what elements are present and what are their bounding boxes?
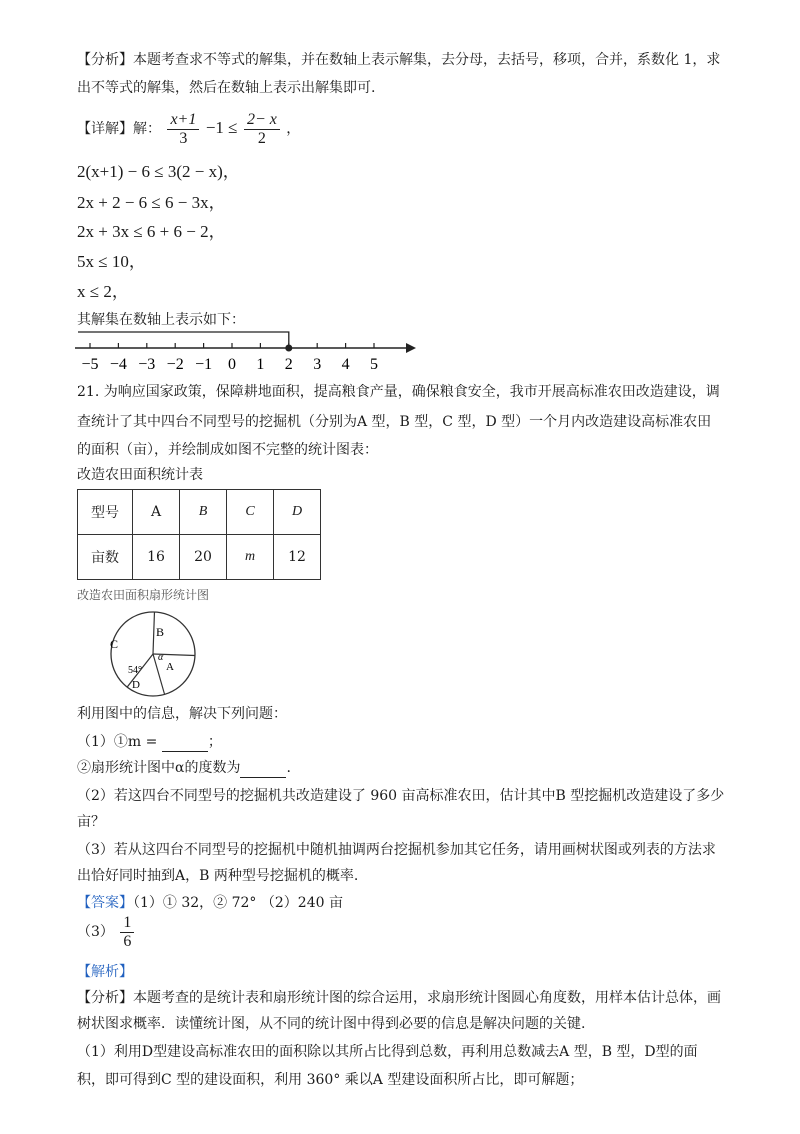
numberline-caption: 其解集在数轴上表示如下： bbox=[77, 312, 245, 328]
question-1a bbox=[77, 732, 222, 752]
number-line-tick-label: 3 bbox=[313, 356, 322, 373]
table-cell: 16 bbox=[133, 535, 180, 580]
number-line-tick-label: 4 bbox=[341, 356, 350, 373]
area-table bbox=[77, 489, 321, 580]
questions-intro: 利用图中的信息，解决下列问题： bbox=[77, 706, 287, 722]
fraction-left-denominator: 3 bbox=[179, 129, 188, 147]
answer-fraction-numerator: 1 bbox=[120, 914, 134, 933]
question-1b-tail: . bbox=[286, 760, 291, 776]
number-line-tick-label: 5 bbox=[370, 356, 378, 373]
pie-angle-alpha: α bbox=[158, 652, 164, 663]
pie-label-b: B bbox=[156, 625, 165, 639]
table-row bbox=[78, 535, 321, 580]
answer-fraction bbox=[120, 914, 134, 951]
table-header-cell: 型号 bbox=[78, 490, 133, 535]
fraction-right-denominator: 2 bbox=[257, 129, 266, 147]
number-line-tick-label: −1 bbox=[195, 356, 213, 373]
table-cell: 12 bbox=[274, 535, 321, 580]
equation-tail: ， bbox=[286, 121, 301, 137]
analysis-line-2: 出不等式的解集，然后在数轴上表示出解集即可. bbox=[77, 80, 376, 96]
number-line-tick-label: −2 bbox=[166, 356, 184, 373]
step-5: x ≤ 2， bbox=[77, 282, 129, 301]
table-title: 改造农田面积统计表 bbox=[77, 467, 203, 483]
q21-line-1: 21. 为响应国家政策，保障耕地面积，提高粮食产量，确保粮食安全，我市开展高标准农田改造建设，调 bbox=[77, 384, 720, 400]
detail-equation bbox=[77, 110, 300, 148]
answer-fraction-denominator: 6 bbox=[123, 932, 132, 950]
answer-q3-prefix: （3） bbox=[77, 924, 114, 940]
number-line-axis bbox=[75, 343, 416, 353]
fraction-right-numerator: 2− x bbox=[244, 111, 280, 130]
step-4: 5x ≤ 10， bbox=[77, 252, 146, 271]
solution-endpoint-dot bbox=[285, 345, 292, 352]
question-1a-tail: ； bbox=[207, 734, 222, 750]
table-cell: 亩数 bbox=[78, 535, 133, 580]
answer-blank[interactable] bbox=[240, 763, 286, 778]
answer-line bbox=[77, 893, 343, 913]
step-1: 2(x+1) − 6 ≤ 3(2 − x)， bbox=[77, 162, 240, 181]
number-line-tick-label: 2 bbox=[284, 356, 293, 373]
table-header-cell: D bbox=[274, 490, 321, 535]
number-line-tick-label: 0 bbox=[228, 356, 236, 373]
answer-text: （1）① 32，② 72° （2）240 亩 bbox=[133, 895, 343, 911]
number-line-tick-label: −3 bbox=[138, 356, 156, 373]
inequality-middle: −1 ≤ bbox=[205, 118, 238, 137]
explanation-line-1: 【分析】本题考查的是统计表和扇形统计图的综合运用，求扇形统计图圆心角度数，用样本估计总体，画 bbox=[77, 990, 721, 1006]
q21-line-2: 查统计了其中四台不同型号的挖掘机（分别为A 型，B 型，C 型，D 型）一个月内改造建设高标准农田 bbox=[77, 414, 712, 430]
question-3-line-2: 出恰好同时抽到A，B 两种型号挖掘机的概率. bbox=[77, 868, 359, 884]
question-2-line-2: 亩？ bbox=[77, 814, 105, 830]
table-header-cell: B bbox=[180, 490, 227, 535]
number-line-tick-label: −4 bbox=[109, 356, 127, 373]
answer-q3 bbox=[77, 912, 136, 952]
detail-label: 【详解】解： bbox=[77, 121, 161, 137]
pie-chart bbox=[90, 606, 220, 706]
step-3: 2x + 3x ≤ 6 + 6 − 2， bbox=[77, 222, 226, 241]
table-header-cell: A bbox=[133, 490, 180, 535]
question-1b-text: ②扇形统计图中α的度数为 bbox=[77, 760, 241, 776]
question-2-line-1: （2）若这四台不同型号的挖掘机共改造建设了 960 亩高标准农田，估计其中B 型挖掘机改造建设了多少 bbox=[77, 788, 725, 804]
explanation-line-4: 积，即可得到C 型的建设面积，利用 360° 乘以A 型建设面积所占比，即可解题； bbox=[77, 1072, 584, 1088]
explanation-line-2: 树状图求概率．读懂统计图，从不同的统计图中得到必要的信息是解决问题的关键. bbox=[77, 1016, 586, 1032]
answer-label: 【答案】 bbox=[77, 895, 133, 911]
fraction-right bbox=[244, 111, 280, 148]
pie-slice-divider bbox=[153, 612, 154, 654]
number-line-tick-label: 1 bbox=[256, 356, 265, 373]
solution-range-line bbox=[78, 332, 289, 348]
answer-blank[interactable] bbox=[162, 737, 208, 752]
pie-label-d: D bbox=[132, 679, 140, 691]
explanation-line-3: （1）利用D型建设高标准农田的面积除以其所占比得到总数，再利用总数减去A 型，B 型，D型的面 bbox=[77, 1044, 698, 1060]
explanation-label: 【解析】 bbox=[77, 964, 133, 980]
question-3-line-1: （3）若从这四台不同型号的挖掘机中随机抽调两台挖掘机参加其它任务，请用画树状图或列表的方法求 bbox=[77, 842, 716, 858]
pie-chart-title: 改造农田面积扇形统计图 bbox=[77, 588, 210, 602]
table-cell: m bbox=[227, 535, 274, 580]
step-2: 2x + 2 − 6 ≤ 6 − 3x， bbox=[77, 193, 226, 212]
question-1a-text: （1）①m = bbox=[77, 734, 162, 750]
pie-label-a: A bbox=[166, 661, 174, 673]
number-line bbox=[70, 326, 430, 376]
q21-line-3: 的面积（亩），并绘制成如图不完整的统计图表： bbox=[77, 442, 378, 458]
pie-angle-d: 54° bbox=[128, 665, 142, 676]
number-line-tick-label: −5 bbox=[81, 356, 99, 373]
analysis-line-1: 【分析】本题考查求不等式的解集，并在数轴上表示解集，去分母，去括号，移项，合并，系数化 1，求 bbox=[77, 52, 721, 68]
fraction-left-numerator: x+1 bbox=[167, 111, 199, 130]
fraction-left bbox=[167, 111, 199, 148]
table-cell: 20 bbox=[180, 535, 227, 580]
pie-label-c: C bbox=[110, 637, 119, 651]
table-header-row bbox=[78, 490, 321, 535]
table-header-cell: C bbox=[227, 490, 274, 535]
question-1b bbox=[77, 758, 291, 778]
